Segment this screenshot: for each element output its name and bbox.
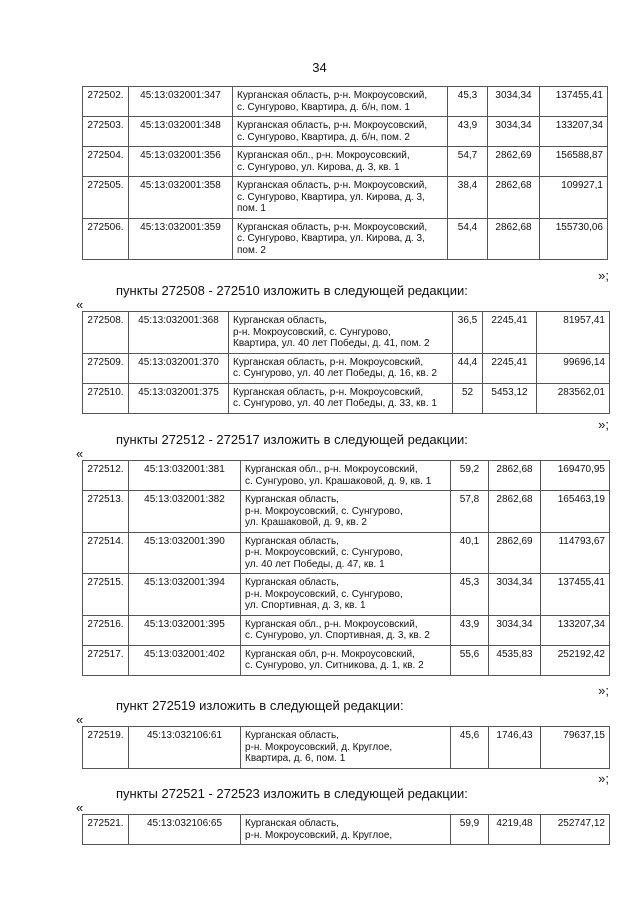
row-number: 272521. — [83, 815, 129, 845]
address-line: с. Сунгурово, Квартира, д. б/н, пом. 2 — [237, 131, 410, 143]
table-row — [83, 353, 610, 383]
address-line: Курганская обл., р-н. Мокроусовский, — [245, 464, 418, 475]
total-value: 252192,42 — [541, 645, 610, 675]
table-row — [83, 532, 610, 574]
table-row — [83, 574, 610, 616]
unit-price: 3034,34 — [489, 574, 541, 616]
table-row — [83, 815, 610, 845]
total-value: 99696,14 — [537, 353, 610, 383]
row-number: 272504. — [83, 147, 129, 177]
address-line: с. Сунгурово, Квартира, ул. Кирова, д. 3, — [237, 191, 425, 203]
address-line: с. Сунгурово, Квартира, д. б/н, пом. 1 — [237, 101, 410, 113]
closing-quote: »; — [598, 268, 609, 283]
total-value: 81957,41 — [537, 312, 610, 354]
address-line: ул. 40 лет Победы, д. 47, кв. 1 — [245, 558, 385, 570]
table-row — [83, 147, 608, 177]
address-cell — [233, 87, 448, 117]
table-1 — [82, 86, 608, 260]
address-line: с. Сунгурово, ул. Спортивная, д. 3, кв. 2 — [245, 630, 430, 641]
address-line: ул. Крашаковой, д. 9, кв. 2 — [245, 517, 367, 528]
cadastral-number: 45:13:032001:368 — [129, 312, 229, 354]
area: 45,3 — [451, 574, 489, 616]
row-number: 272515. — [83, 574, 129, 616]
area: 38,4 — [448, 177, 488, 219]
address-line: Курганская область, — [245, 535, 339, 547]
row-number: 272519. — [83, 727, 129, 769]
address-line: пом. 2 — [237, 244, 266, 256]
opening-quote: « — [76, 712, 84, 727]
unit-price: 3034,34 — [489, 615, 541, 645]
cadastral-number: 45:13:032001:394 — [129, 574, 241, 616]
address-line: ул. Спортивная, д. 3, кв. 1 — [245, 600, 366, 611]
unit-price: 4535,83 — [489, 645, 541, 675]
table-2 — [82, 311, 610, 414]
closing-quote: »; — [598, 417, 609, 432]
total-value: 133207,34 — [541, 615, 610, 645]
page-number: 34 — [312, 60, 327, 75]
cadastral-number: 45:13:032001:356 — [129, 147, 233, 177]
total-value: 109927,1 — [540, 177, 608, 219]
area: 54,4 — [448, 218, 488, 260]
address-line: Курганская обл., р-н. Мокроусовский, — [237, 150, 410, 161]
row-number: 272503. — [83, 117, 129, 147]
row-number: 272513. — [83, 491, 129, 533]
row-number: 272516. — [83, 615, 129, 645]
address-cell — [233, 177, 448, 219]
row-number: 272505. — [83, 177, 129, 219]
address-line: с. Сунгурово, ул. 40 лет Победы, д. 16, кв. 2 — [233, 368, 437, 379]
area: 54,7 — [448, 147, 488, 177]
total-value: 137455,41 — [541, 574, 610, 616]
address-line: с. Сунгурово, ул. Кирова, д. 3, кв. 1 — [237, 161, 400, 173]
address-cell — [241, 815, 451, 845]
table-row — [83, 218, 608, 260]
address-line: Квартира, ул. 40 лет Победы, д. 41, пом. 2 — [233, 338, 430, 349]
address-cell — [233, 218, 448, 260]
address-cell — [241, 491, 451, 533]
area: 52 — [453, 383, 483, 413]
unit-price: 2862,69 — [489, 532, 541, 574]
area: 44,4 — [453, 353, 483, 383]
address-line: Курганская область, р-н. Мокроусовский, — [237, 90, 428, 101]
address-line: с. Сунгурово, ул. 40 лет Победы, д. 33, кв. 1 — [233, 398, 437, 409]
address-line: р-н. Мокроусовский, с. Сунгурово, — [245, 588, 403, 600]
row-number: 272510. — [83, 383, 129, 413]
area: 40,1 — [451, 532, 489, 574]
table-row — [83, 461, 610, 491]
table-4 — [82, 726, 610, 769]
cadastral-number: 45:13:032106:61 — [129, 727, 241, 769]
address-cell — [241, 532, 451, 574]
area: 57,8 — [451, 491, 489, 533]
closing-quote: »; — [598, 683, 609, 698]
row-number: 272506. — [83, 218, 129, 260]
unit-price: 4219,48 — [489, 815, 541, 845]
cadastral-number: 45:13:032001:381 — [129, 461, 241, 491]
area: 43,9 — [448, 117, 488, 147]
closing-quote: »; — [598, 771, 609, 786]
address-line: Курганская область, — [245, 494, 339, 505]
cadastral-number: 45:13:032001:402 — [129, 645, 241, 675]
total-value: 133207,34 — [540, 117, 608, 147]
area: 43,9 — [451, 615, 489, 645]
amendment-intro: пункты 272512 - 272517 изложить в следующей редакции: — [116, 432, 468, 447]
total-value: 79637,15 — [541, 727, 610, 769]
unit-price: 2862,68 — [488, 177, 540, 219]
address-line: р-н. Мокроусовский, с. Сунгурово, — [245, 547, 403, 558]
address-line: Курганская область, р-н. Мокроусовский, — [237, 180, 428, 191]
address-line: с. Сунгурово, ул. Ситникова, д. 1, кв. 2 — [245, 660, 424, 671]
cadastral-number: 45:13:032001:347 — [129, 87, 233, 117]
address-line: с. Сунгурово, ул. Крашаковой, д. 9, кв. 1 — [245, 475, 432, 487]
address-cell — [241, 615, 451, 645]
row-number: 272502. — [83, 87, 129, 117]
unit-price: 2245,41 — [483, 312, 537, 354]
address-line: Курганская обл., р-н. Мокроусовский, — [245, 618, 418, 630]
table-row — [83, 491, 610, 533]
address-line: Курганская область, р-н. Мокроусовский, — [233, 386, 424, 398]
total-value: 156588,87 — [540, 147, 608, 177]
address-line: Курганская область, р-н. Мокроусовский, — [237, 221, 428, 233]
amendment-intro: пункты 272521 - 272523 изложить в следующей редакции: — [116, 786, 468, 801]
cadastral-number: 45:13:032001:390 — [129, 532, 241, 574]
address-line: р-н. Мокроусовский, с. Сунгурово, — [233, 326, 391, 338]
table-3 — [82, 460, 610, 676]
address-cell — [241, 727, 451, 769]
address-cell — [241, 461, 451, 491]
unit-price: 3034,34 — [488, 87, 540, 117]
address-cell — [233, 117, 448, 147]
table-row — [83, 615, 610, 645]
total-value: 252747,12 — [541, 815, 610, 845]
table-row — [83, 383, 610, 413]
total-value: 165463,19 — [541, 491, 610, 533]
unit-price: 2862,69 — [488, 147, 540, 177]
unit-price: 2862,68 — [489, 491, 541, 533]
address-line: Курганская область, — [245, 730, 339, 741]
address-line: р-н. Мокроусовский, д. Круглое, — [245, 741, 393, 753]
address-line: Курганская область, — [245, 577, 339, 588]
address-cell — [241, 645, 451, 675]
table-5 — [82, 814, 610, 845]
opening-quote: « — [76, 800, 84, 815]
unit-price: 3034,34 — [488, 117, 540, 147]
amendment-intro: пункты 272508 - 272510 изложить в следующей редакции: — [116, 283, 468, 298]
unit-price: 5453,12 — [483, 383, 537, 413]
opening-quote: « — [76, 297, 84, 312]
table-row — [83, 645, 610, 675]
row-number: 272508. — [83, 312, 129, 354]
cadastral-number: 45:13:032106:65 — [129, 815, 241, 845]
address-cell — [229, 353, 453, 383]
unit-price: 2862,68 — [489, 461, 541, 491]
area: 45,3 — [448, 87, 488, 117]
address-line: пом. 1 — [237, 203, 266, 214]
address-cell — [229, 383, 453, 413]
address-line: Курганская область, р-н. Мокроусовский, — [237, 120, 428, 131]
total-value: 114793,67 — [541, 532, 610, 574]
table-row — [83, 312, 610, 354]
table-row — [83, 117, 608, 147]
area: 59,2 — [451, 461, 489, 491]
area: 59,9 — [451, 815, 489, 845]
cadastral-number: 45:13:032001:395 — [129, 615, 241, 645]
unit-price: 2245,41 — [483, 353, 537, 383]
address-line: с. Сунгурово, Квартира, ул. Кирова, д. 3, — [237, 233, 425, 244]
table-row — [83, 87, 608, 117]
address-line: Курганская область, р-н. Мокроусовский, — [233, 356, 424, 368]
unit-price: 1746,43 — [489, 727, 541, 769]
row-number: 272514. — [83, 532, 129, 574]
address-line: Курганская обл, р-н. Мокроусовский, — [245, 648, 415, 660]
address-line: Курганская область, — [233, 315, 327, 326]
cadastral-number: 45:13:032001:359 — [129, 218, 233, 260]
total-value: 283562,01 — [537, 383, 610, 413]
area: 36,5 — [453, 312, 483, 354]
area: 55,6 — [451, 645, 489, 675]
cadastral-number: 45:13:032001:348 — [129, 117, 233, 147]
row-number: 272509. — [83, 353, 129, 383]
total-value: 137455,41 — [540, 87, 608, 117]
unit-price: 2862,68 — [488, 218, 540, 260]
address-line: Курганская область, — [245, 818, 339, 829]
table-row — [83, 177, 608, 219]
cadastral-number: 45:13:032001:358 — [129, 177, 233, 219]
address-line: р-н. Мокроусовский, с. Сунгурово, — [245, 505, 403, 517]
total-value: 169470,95 — [541, 461, 610, 491]
cadastral-number: 45:13:032001:370 — [129, 353, 229, 383]
area: 45,6 — [451, 727, 489, 769]
address-line: Квартира, д. 6, пом. 1 — [245, 753, 346, 764]
address-cell — [241, 574, 451, 616]
amendment-intro: пункт 272519 изложить в следующей редакции: — [116, 698, 404, 713]
row-number: 272517. — [83, 645, 129, 675]
cadastral-number: 45:13:032001:375 — [129, 383, 229, 413]
total-value: 155730,06 — [540, 218, 608, 260]
table-row — [83, 727, 610, 769]
opening-quote: « — [76, 446, 84, 461]
address-cell — [233, 147, 448, 177]
cadastral-number: 45:13:032001:382 — [129, 491, 241, 533]
row-number: 272512. — [83, 461, 129, 491]
address-cell — [229, 312, 453, 354]
address-line: р-н. Мокроусовский, д. Круглое, — [245, 829, 393, 841]
